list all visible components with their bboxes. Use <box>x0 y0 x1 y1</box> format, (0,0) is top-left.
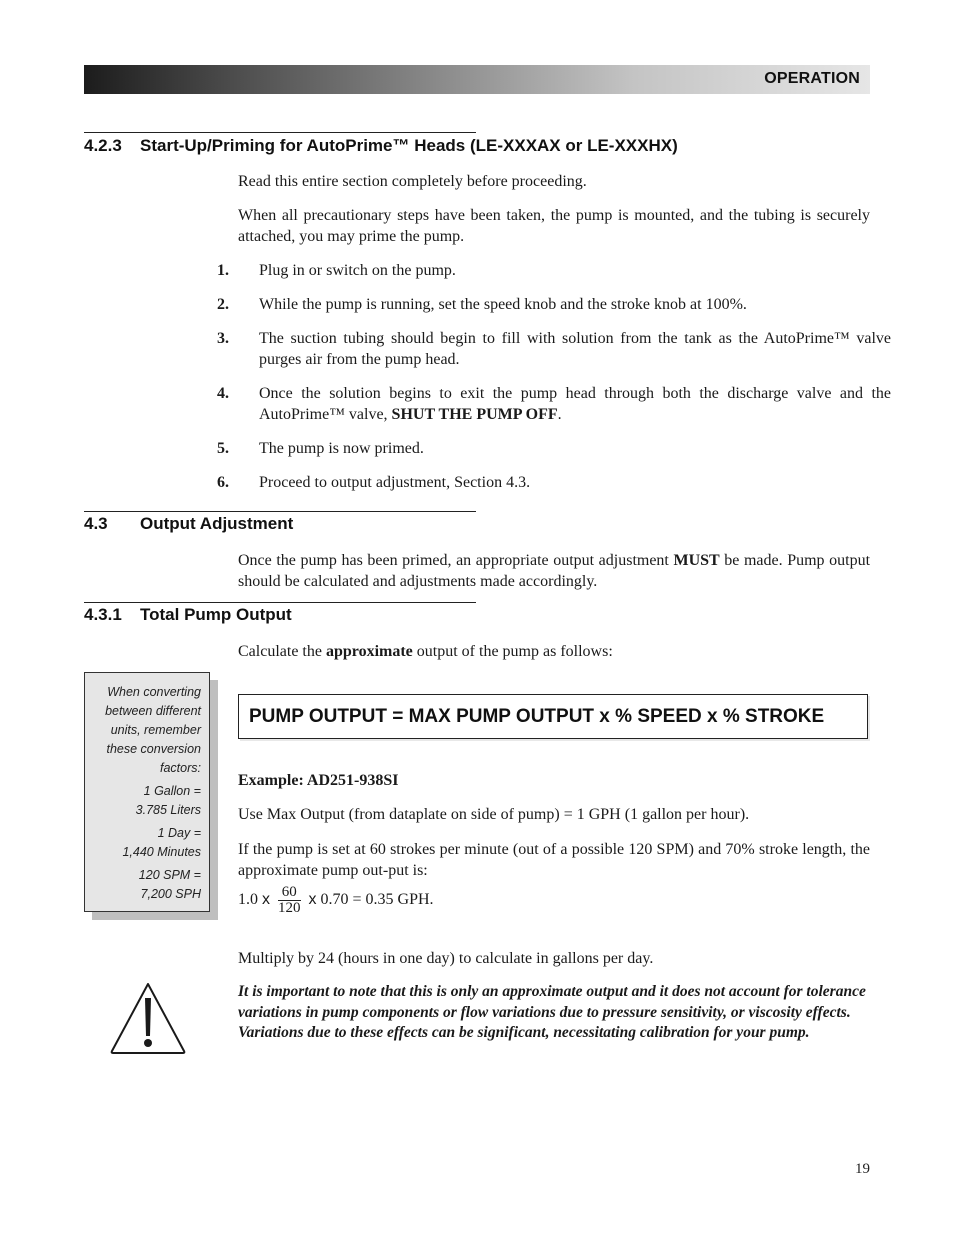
paragraph: If the pump is set at 60 strokes per minute (out of a possible 120 SPM) and 70% stroke length, the approximate pump out-put is: <box>238 841 870 879</box>
sidebar-intro: When converting between different units, remember these conversion factors: <box>105 685 201 775</box>
paragraph <box>238 641 870 662</box>
section-title: Total Pump Output <box>140 605 292 624</box>
item-number: 5. <box>217 440 229 457</box>
item-number: 4. <box>217 385 229 402</box>
list-item <box>217 328 891 370</box>
list-item <box>217 472 891 493</box>
fraction <box>278 885 301 916</box>
header-title: OPERATION <box>764 70 860 87</box>
multiply-sign: x <box>262 891 270 909</box>
paragraph <box>238 550 870 592</box>
text: Once the pump has been primed, an appropriate output adjustment <box>238 552 674 569</box>
header-bar <box>84 65 870 94</box>
paragraph: Multiply by 24 (hours in one day) to calculate in gallons per day. <box>238 950 654 967</box>
text: Calculate the <box>238 643 326 660</box>
conversion-factor <box>91 866 201 904</box>
item-number: 1. <box>217 262 229 279</box>
item-number: 2. <box>217 296 229 313</box>
list-item <box>217 383 891 425</box>
fraction-numerator: 60 <box>278 885 301 901</box>
text-bold: approximate <box>325 643 413 660</box>
calculation-line <box>238 885 870 916</box>
conversion-factor <box>91 824 201 862</box>
list-item <box>217 438 891 459</box>
text-bold: MUST <box>673 552 720 569</box>
item-text: Plug in or switch on the pump. <box>259 262 456 279</box>
item-text-end: . <box>557 406 562 423</box>
factor-right: 7,200 SPH <box>140 887 201 901</box>
section-title: Output Adjustment <box>140 514 294 533</box>
section-rule <box>84 511 476 512</box>
warning-text: It is important to note that this is only an approximate output and it does not account for tolerance variations in pump components or flow variations due to pressure sensitivity, or viscosity effects. Variations due to these effects can be significant, necessitating calibration for your pump. <box>238 983 866 1041</box>
multiply-sign: x <box>308 891 317 909</box>
formula-box <box>238 694 868 739</box>
list-item <box>217 260 891 281</box>
section-heading-4-2-3 <box>84 136 678 156</box>
section-number: 4.3 <box>84 514 108 533</box>
item-text: Proceed to output adjustment, Section 4.3. <box>259 474 531 491</box>
section-title: Start-Up/Priming for AutoPrime™ Heads (LE-XXXAX or LE-XXXHX) <box>140 136 678 155</box>
example-label: Example: AD251-938SI <box>238 772 399 789</box>
factor-right: 1,440 Minutes <box>122 845 201 859</box>
section-number: 4.3.1 <box>84 605 122 624</box>
item-number: 3. <box>217 330 229 347</box>
section-heading-4-3 <box>84 514 293 534</box>
text: output of the pump as follows: <box>412 643 613 660</box>
formula-text: PUMP OUTPUT = MAX PUMP OUTPUT x % SPEED x % STROKE <box>249 705 825 727</box>
calc-result: 0.70 = 0.35 GPH. <box>320 891 434 909</box>
calc-value: 1.0 <box>238 891 258 909</box>
paragraph: When all precautionary steps have been taken, the pump is mounted, and the tubing is securely attached, you may prime the pump. <box>238 207 870 245</box>
conversion-sidebar <box>84 672 210 912</box>
section-heading-4-3-1 <box>84 605 292 625</box>
text: be made. Pump output should be calculated and adjustments made accordingly. <box>238 552 871 590</box>
item-text: The suction tubing should begin to fill with solution from the tank as the AutoPrime™ valve purges air from the pump head. <box>259 330 891 368</box>
factor-left: 1 Day = <box>157 826 201 840</box>
warning-triangle-icon <box>108 980 188 1056</box>
item-text: The pump is now primed. <box>259 440 424 457</box>
item-text-bold: SHUT THE PUMP OFF <box>391 406 558 423</box>
list-item <box>217 294 891 315</box>
page-number: 19 <box>855 1161 870 1177</box>
paragraph: Read this entire section completely before proceeding. <box>238 173 587 190</box>
conversion-factor <box>91 782 201 820</box>
factor-left: 120 SPM = <box>138 868 201 882</box>
fraction-denominator: 120 <box>278 900 301 916</box>
section-rule <box>84 602 476 603</box>
factor-left: 1 Gallon = <box>143 784 201 798</box>
section-number: 4.2.3 <box>84 136 122 155</box>
item-number: 6. <box>217 474 229 491</box>
item-text: Once the solution begins to exit the pump head through both the discharge valve and the AutoPrime™ valve, <box>259 385 891 423</box>
paragraph: Use Max Output (from dataplate on side of pump) = 1 GPH (1 gallon per hour). <box>238 806 750 823</box>
factor-right: 3.785 Liters <box>135 803 201 817</box>
item-text: While the pump is running, set the speed knob and the stroke knob at 100%. <box>259 296 747 313</box>
section-rule <box>84 132 476 133</box>
